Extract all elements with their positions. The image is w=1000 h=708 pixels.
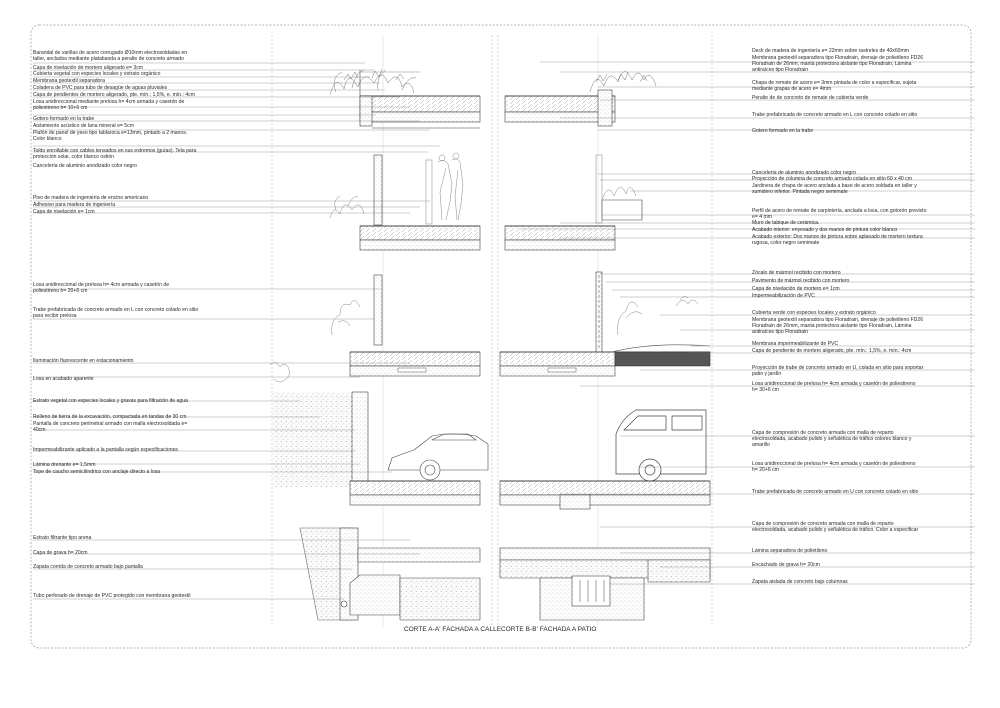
caption-section-b-b: CORTE B-B' FACHADA A PATIO <box>501 626 597 633</box>
note-capa-grava-left: Capa de grava h= 20cm <box>33 550 88 556</box>
note-acabado-interior: Acabado interior: enyesado y dos manos de pintura color blanco <box>752 227 898 233</box>
note-jardinera: Jardinera de chapa de acero anclada a base de acero soldada en taller y sumidero inferior. Pintada negro semimate <box>752 183 917 196</box>
note-losa-prelosa-30: Losa unidireccional de prelosa h= 4cm armada y casetón de poliestireno h= 30+6 cm <box>752 381 916 394</box>
car-right <box>616 410 706 481</box>
note-capa-pendiente-right: Capa de pendiente de mortero aligerado, pte. mín.: 1,5%, e. mín.: 4cm <box>752 348 912 354</box>
note-adhesivo: Adhesivo para madera de ingeniería <box>33 202 116 208</box>
note-estrato-vegetal: Estrato vegetal con especies locales y gravas para filtración de agua <box>33 398 188 404</box>
note-membrana-geotextil: Membrana geotextil separadora <box>33 78 105 84</box>
note-capa-pendientes: Capa de pendientes de mortero aligerado, pte. mín.: 1,5%, e. mín.: 4cm <box>33 92 195 98</box>
note-perfil-acero: Perfil de acero de remate de carpintería, anclada a losa, con gotorón previsto e= 4 mm <box>752 208 927 221</box>
note-muro-tabique: Muro de tabique de cerámica. <box>752 220 820 226</box>
note-gotero: Gotero formado en la trabe <box>33 116 95 122</box>
note-canceleria-right: Cancelería de aluminio anodizado color negro <box>752 170 856 176</box>
note-trabe-u: Trabe prefabricada de concreto armado en U con concreto colado en sitio <box>752 489 919 495</box>
note-capa-compresion-base: Capa de compresión de concreto armada con malla de reparto electrosoldada, acabado pulido y señalética de tráfico. Color a especificar <box>752 521 919 534</box>
note-capa-nivelacion-right: Capa de nivelación de mortero e= 1cm <box>752 286 840 292</box>
car-left <box>388 434 488 480</box>
section-b-b-drawing <box>498 35 712 627</box>
note-capa-nivelacion-roof: Capa de nivelación de mortero aligerado e= 3cm <box>33 65 144 71</box>
caption-section-a-a: CORTE A-A' FACHADA A CALLE <box>404 626 502 633</box>
note-zocalo-marmol: Zócalo de mármol recibido con mortero <box>752 270 841 276</box>
note-zapata-aislada: Zapata aislada de concreto bajo columnas <box>752 579 848 585</box>
note-piso-madera: Piso de madera de ingeniería de encino americano <box>33 195 149 201</box>
note-losa-prelosa-20: Losa unidireccional de prelosa h= 4cm armada y casetón de poliestireno h= 20+6 cm <box>752 461 916 474</box>
note-plafon: Plafón de panel de yeso tipo tablaroca e=13mm, pintado a 2 manos. Color blanco <box>33 130 188 143</box>
note-relleno: Relleno de tierra de la excavación, compactada en tandas de 30 cm <box>33 414 187 420</box>
note-capa-nivelacion-floor: Capa de nivelación e= 1cm <box>33 209 95 215</box>
note-cubierta-verde: Cubierta verde con especies locales y estrato orgánico <box>752 310 876 316</box>
note-membrana-pvc: Membrana impermeabilizante de PVC <box>752 341 839 347</box>
note-iluminacion: Iluminación fluorescente en estacionamiento <box>33 358 134 364</box>
note-toldo: Toldo enrollable con cables tensados en sus extremos (guías). Tela para protección solar, color blanco ostión <box>33 148 197 161</box>
note-lamina-polietileno: Lámina separadora de polietileno <box>752 548 828 554</box>
note-lamina-drenante: Lámina drenante e= 1,5mm <box>33 462 96 468</box>
note-coladera: Coladera de PVC para tubo de desagüe de aguas pluviales <box>33 85 168 91</box>
note-trabe-l-right: Trabe prefabricada de concreto armado en L con concreto colado en sitio <box>752 112 918 118</box>
note-barandal: Barandal de varillas de acero corrugado Ø10mm electrosoldadas en taller, anclados mediante platabanda a peralte de concreto armado <box>33 50 188 63</box>
note-membrana-floradrain-roof: Membrana geotextil separadora tipo Floradrain, drenaje de polietileno FD26 Floradrain de 26mm, manta protectora aislante tipo Floradrain, Lámina antiraíces tipo Floradrain <box>752 55 924 74</box>
note-canceleria-left: Cancelería de aluminio anodizado color negro <box>33 163 137 169</box>
note-proyeccion-columna: Proyección de columna de concreto armado colada en sitio 60 x 40 cm <box>752 176 912 182</box>
section-a-a-drawing <box>270 35 492 627</box>
note-pantalla: Pantalla de concreto perimetral armado con malla electrosoldada e= 40cm <box>33 421 188 434</box>
note-aislamiento: Aislamiento acústico de lana mineral e= 5cm <box>33 123 134 129</box>
note-impermeabilizante: Impermeabilizante aplicado a la pantalla según especificaciones <box>33 447 178 453</box>
note-pavimento-marmol: Pavimento de mármol recibido con mortero <box>752 278 850 284</box>
note-proyeccion-trabe-u: Proyección de trabe de concreto armado en U, colada en sitio para soportar patio y jardín <box>752 365 924 378</box>
note-peralte: Peralte de de concreto de remate de cubierta verde <box>752 95 869 101</box>
people-figures <box>438 153 463 220</box>
note-cubierta-vegetal: Cubierta vegetal con especies locales y estrato orgánico <box>33 71 161 77</box>
note-losa-aparente: Losa en acabado aparente <box>33 376 94 382</box>
note-estrato-filtrante: Estrato filtrante tipo arena <box>33 535 92 541</box>
note-tubo-perforado: Tubo perforado de drenaje de PVC protegido con membrana geotextil <box>33 593 191 599</box>
note-losa-prelosa-ground: Losa unidireccional de prelosa h= 4cm armada y casetón de poliestireno h= 20+6 cm <box>33 282 170 295</box>
note-gotero-right: Gotero formado en la trabe <box>752 128 814 134</box>
note-zapata-corrida: Zapata corrida de concreto armado bajo pantalla <box>33 564 143 570</box>
note-membrana-floradrain-patio: Membrana geotextil separadora tipo Floradrain, drenaje de polietileno FD26 Floradrain de 26mm, manta protectora aislante tipo Floradrain, Lámina antiraíces tipo Floradrain <box>752 317 924 336</box>
note-impermeabilizacion-pvc: Impermeabilización de PVC <box>752 293 815 299</box>
roof-vegetation-left <box>330 69 416 95</box>
note-tope-caucho: Tope de caucho semicilíndrico con anclaje directo a losa <box>33 469 161 475</box>
note-acabado-exterior: Acabado exterior: Dos manos de pintura sobre aplanado de mortero textura rugosa, color negro semimate <box>752 234 923 247</box>
note-deck-madera: Deck de madera de ingeniería e= 22mm sobre rastreles de 40x60mm <box>752 48 909 54</box>
note-chapa-remate: Chapa de remate de acero e= 3mm pintada de color a especificar, sujeta mediante grapas de acero e= 4mm <box>752 80 917 93</box>
note-losa-unidireccional-roof: Losa unidireccional mediante prelosa h= 4cm armada y casetón de poliestireno h= 10+6 cm <box>33 99 185 112</box>
note-capa-compresion-parking: Capa de compresión de concreto armada con malla de reparto electrosoldada, acabado pulido y señalética de tráfico colores blanco y amarillo <box>752 430 912 449</box>
note-trabe-l: Trabe prefabricada de concreto armado en L con concreto colado en sitio para recibir prelosa <box>33 307 199 320</box>
note-encachado-grava: Encachado de grava h= 20cm <box>752 562 820 568</box>
